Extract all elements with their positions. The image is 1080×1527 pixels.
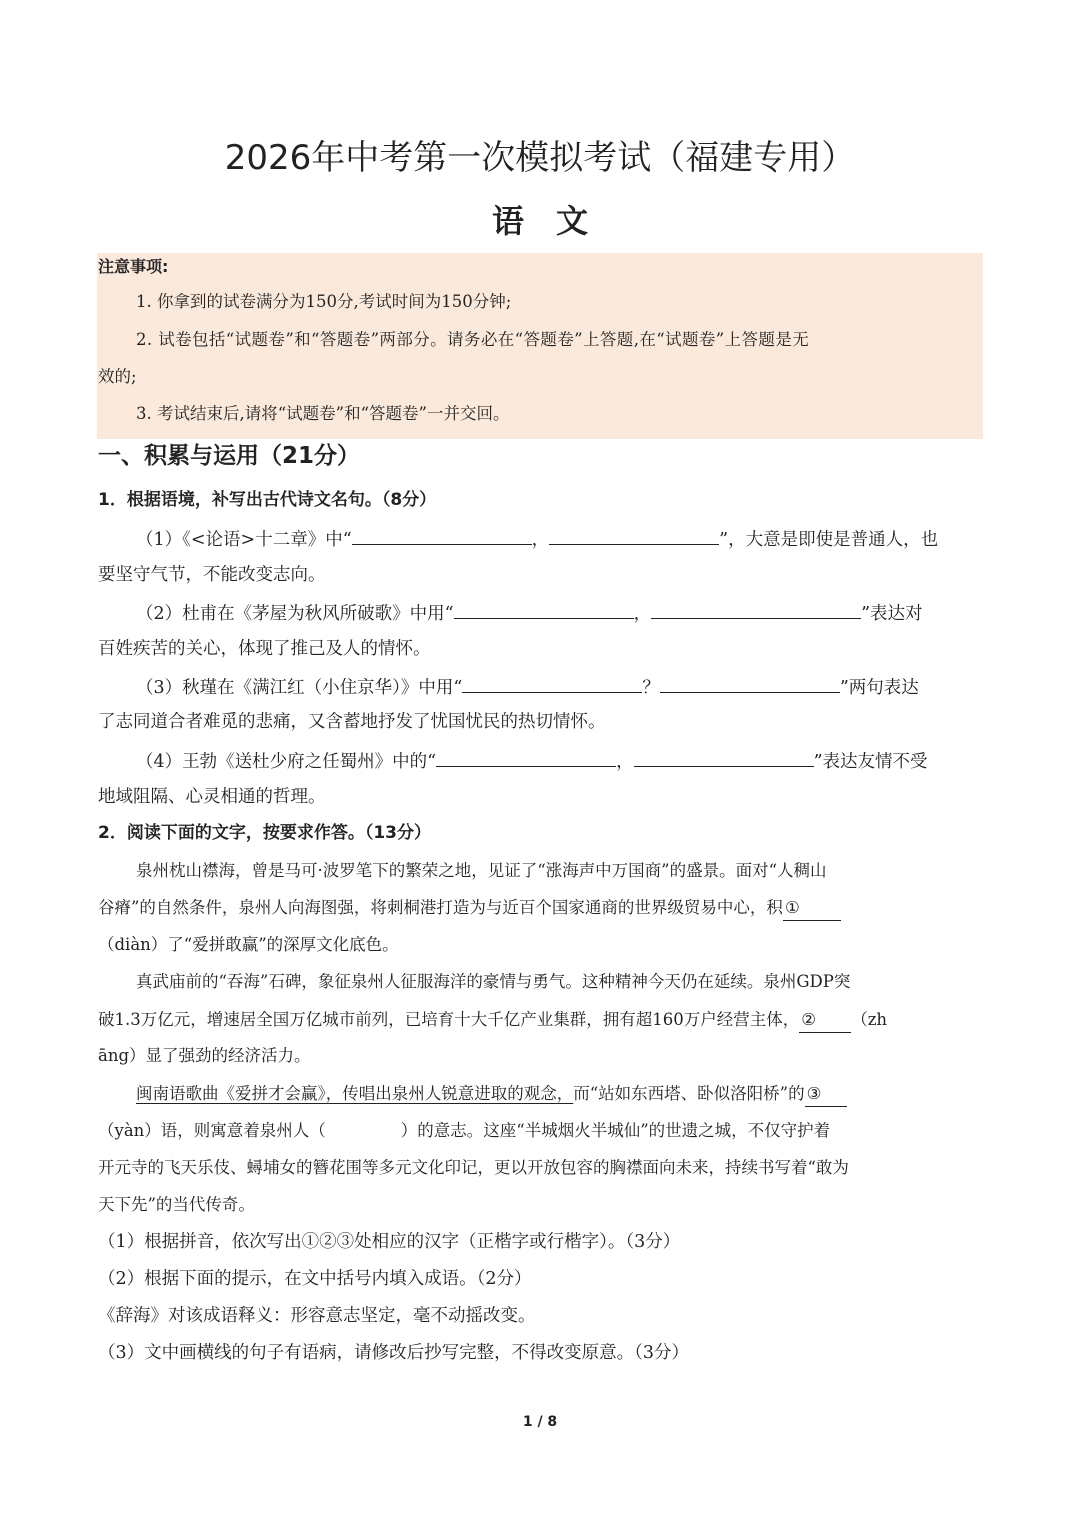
answer-blank[interactable] — [352, 526, 532, 545]
sub-question: （3）文中画横线的句子有语病，请修改后抄写完整，不得改变原意。（3分） — [98, 1343, 690, 1363]
section-title: 一、积累与运用（21分） — [98, 443, 361, 469]
blank-3[interactable]: ③ — [805, 1082, 847, 1107]
passage-line: 开元寺的飞天乐伎、蟳埔女的簪花围等多元文化印记，更以开放包容的胸襟面向未来，持续书写着“敢为 — [98, 1158, 849, 1177]
question-1-title: 1．根据语境，补写出古代诗文名句。（8分） — [98, 490, 437, 510]
answer-blank[interactable] — [651, 600, 861, 619]
notice-item: 效的; — [98, 367, 137, 386]
answer-blank[interactable] — [454, 600, 634, 619]
passage-line: 泉州枕山襟海，曾是马可·波罗笔下的繁荣之地，见证了“涨海声中万国商”的盛景。面对“人稠山 — [136, 861, 827, 880]
notice-item: 3. 考试结束后,请将“试题卷”和“答题卷”一并交回。 — [136, 404, 510, 423]
sub-question: （1）根据拼音，依次写出①②③处相应的汉字（正楷字或行楷字）。（3分） — [98, 1232, 681, 1252]
q1-item-1-cont: 要坚守气节，不能改变志向。 — [98, 565, 326, 585]
q1-item-4-cont: 地域阻隔、心灵相通的哲理。 — [98, 787, 326, 807]
answer-blank[interactable] — [462, 674, 642, 693]
q1-text: （1）《<论语>十二章》中“ — [136, 530, 352, 550]
answer-blank[interactable] — [549, 526, 719, 545]
passage-line: āng）显了强劲的经济活力。 — [98, 1046, 311, 1065]
q1-item-3: （3）秋瑾在《满江红（小住京华）》中用“ ？ ”两句表达 — [136, 674, 919, 700]
notice-heading: 注意事项: — [98, 257, 169, 276]
blank-1[interactable]: ① — [783, 896, 841, 921]
notice-item: 2. 试卷包括“试题卷”和“答题卷”两部分。请务必在“答题卷”上答题,在“试题卷”上答题是无 — [136, 330, 810, 349]
passage-line: 闽南语歌曲《爱拼才会赢》，传唱出泉州人锐意进取的观念，而“站如东西塔、卧似洛阳桥”的 ③ — [136, 1082, 847, 1107]
question-2-title: 2．阅读下面的文字，按要求作答。（13分） — [98, 823, 431, 843]
answer-blank[interactable] — [660, 674, 840, 693]
sub-question-hint: 《辞海》对该成语释义：形容意志坚定，毫不动摇改变。 — [98, 1306, 536, 1326]
q1-item-1: （1）《<论语>十二章》中“ ， ”，大意是即使是普通人，也 — [136, 526, 938, 552]
passage-line: 谷瘠”的自然条件，泉州人向海图强，将刺桐港打造为与近百个国家通商的世界级贸易中心，积 ① — [98, 896, 841, 921]
exam-title: 2026年中考第一次模拟考试（福建专用） — [224, 138, 856, 178]
answer-blank[interactable] — [436, 748, 616, 767]
passage-line: 破1.3万亿元，增速居全国万亿城市前列，已培育十大千亿产业集群，拥有超160万户经营主体， ② （zh — [98, 1008, 887, 1033]
q1-item-3-cont: 了志同道合者难觅的悲痛，又含蓄地抒发了忧国忧民的热切情怀。 — [98, 712, 606, 732]
q1-item-4: （4）王勃《送杜少府之任蜀州》中的“ ， ”表达友情不受 — [136, 748, 928, 774]
answer-blank[interactable] — [634, 748, 814, 767]
passage-line: 真武庙前的“吞海”石碑，象征泉州人征服海洋的豪情与勇气。这种精神今天仍在延续。泉州GDP突 — [136, 972, 851, 991]
passage-line: （yàn）语，则寓意着泉州人（ ）的意志。这座“半城烟火半城仙”的世遗之城，不仅守护着 — [98, 1121, 831, 1140]
q1-item-2-cont: 百姓疾苦的关心，体现了推己及人的情怀。 — [98, 639, 431, 659]
passage-line: 天下先”的当代传奇。 — [98, 1195, 255, 1214]
subject-title: 语 文 — [491, 202, 588, 240]
blank-2[interactable]: ② — [799, 1008, 851, 1033]
underlined-sentence: 闽南语歌曲《爱拼才会赢》，传唱出泉州人锐意进取的观念， — [136, 1084, 574, 1103]
notice-item: 1. 你拿到的试卷满分为150分,考试时间为150分钟; — [136, 292, 512, 311]
sub-question: （2）根据下面的提示，在文中括号内填入成语。（2分） — [98, 1269, 532, 1289]
passage-line: （diàn）了“爱拼敢赢”的深厚文化底色。 — [98, 935, 399, 954]
q1-item-2: （2）杜甫在《茅屋为秋风所破歌》中用“ ， ”表达对 — [136, 600, 923, 626]
page-number: 1 / 8 — [522, 1414, 558, 1430]
